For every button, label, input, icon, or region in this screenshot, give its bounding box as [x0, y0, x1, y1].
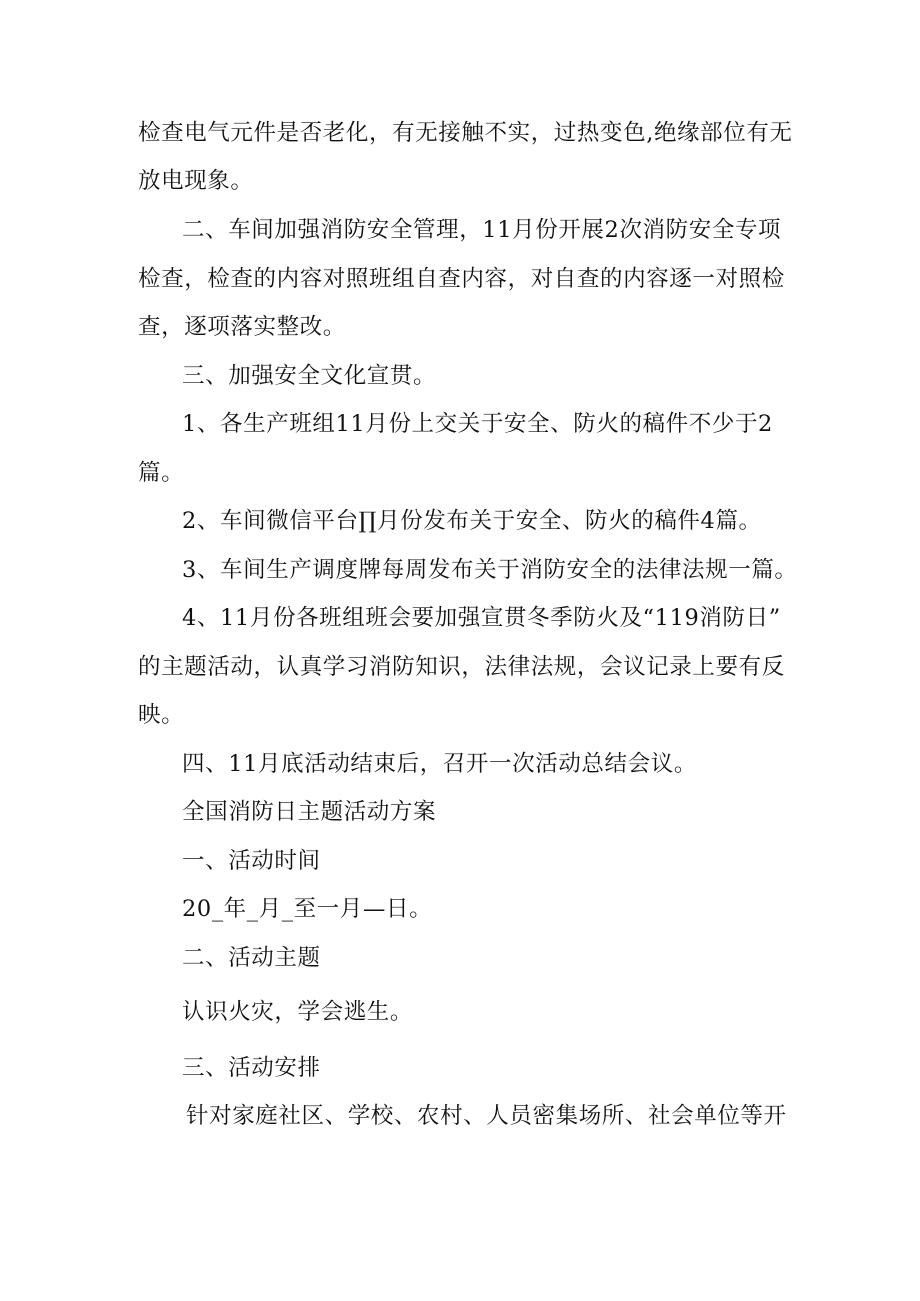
paragraph-line: 篇。	[138, 460, 185, 486]
paragraph-line: 四、11月底活动结束后，召开一次活动总结会议。	[182, 751, 697, 777]
document-title: 全国消防日主题活动方案	[182, 799, 437, 825]
paragraph-line: 20_年_月_至一月—日。	[182, 896, 433, 922]
paragraph-line: 放电现象。	[138, 168, 254, 194]
section-heading: 二、活动主题	[182, 945, 321, 971]
paragraph-line: 2、车间微信平台∏月份发布关于安全、防火的稿件4篇。	[182, 508, 762, 534]
paragraph-line: 4、11月份各班组班会要加强宣贯冬季防火及“119消防日”	[182, 605, 781, 631]
paragraph-line: 针对家庭社区、学校、农村、人员密集场所、社会单位等开	[186, 1103, 787, 1129]
paragraph-line: 3、车间生产调度牌每周发布关于消防安全的法律法规一篇。	[182, 557, 798, 583]
section-heading: 三、活动安排	[182, 1055, 321, 1081]
paragraph-line: 映。	[138, 702, 185, 728]
paragraph-line: 检查，检查的内容对照班组自查内容，对自查的内容逐一对照检	[138, 266, 785, 292]
section-heading: 三、加强安全文化宣贯。	[182, 363, 437, 389]
section-heading: 一、活动时间	[182, 848, 321, 874]
paragraph-line: 检查电气元件是否老化，有无接触不实，过热变色,绝缘部位有无	[138, 120, 793, 146]
paragraph-line: 1、各生产班组11月份上交关于安全、防火的稿件不少于2	[182, 411, 773, 437]
paragraph-line: 的主题活动，认真学习消防知识，法律法规，会议记录上要有反	[138, 654, 785, 680]
paragraph-line: 二、车间加强消防安全管理，11月份开展2次消防安全专项	[182, 217, 782, 243]
paragraph-line: 查，逐项落实整改。	[138, 314, 346, 340]
paragraph-line: 认识火灾，学会逃生。	[182, 999, 414, 1025]
